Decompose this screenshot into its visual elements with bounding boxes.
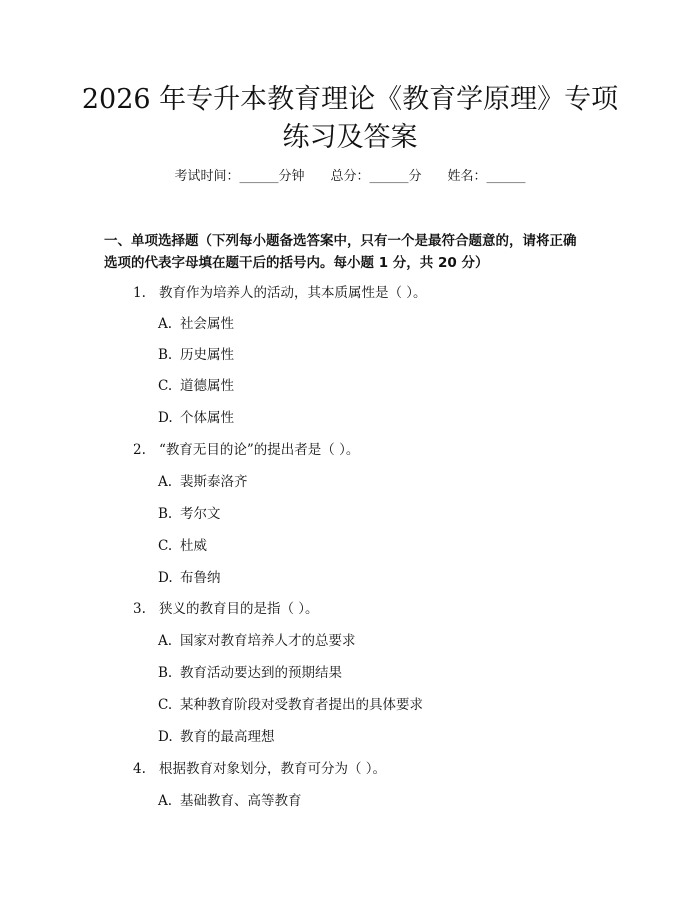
option-text: 教育活动要达到的预期结果 [180, 665, 342, 681]
option-text: 杜威 [180, 538, 207, 554]
option-letter: A. [158, 316, 173, 332]
option-text: 考尔文 [180, 506, 221, 522]
option-letter: B. [158, 347, 173, 363]
option-letter: A. [158, 633, 173, 649]
total-score-blank: ______ [369, 169, 409, 184]
total-score-label: 总分： [330, 169, 370, 184]
question-4 [133, 760, 386, 778]
question-3-option-b [158, 664, 342, 682]
total-score-unit: 分 [408, 169, 422, 184]
option-letter: D. [158, 570, 173, 586]
exam-time-label: 考试时间： [174, 169, 240, 184]
name-blank: ______ [486, 169, 526, 184]
question-3-option-d [158, 728, 275, 746]
page-title-line-2: 练习及答案 [282, 122, 418, 153]
exam-info-line [0, 168, 700, 186]
question-3-option-a [158, 632, 356, 650]
option-letter: A. [158, 474, 173, 490]
question-2-option-c [158, 537, 207, 555]
option-letter: D. [158, 729, 173, 745]
question-1-option-c [158, 377, 234, 395]
section-heading-line-1: 一、单项选择题（下列每小题备选答案中，只有一个是最符合题意的，请将正确 [104, 233, 577, 249]
question-2-option-b [158, 505, 221, 523]
option-letter: B. [158, 665, 173, 681]
option-letter: C. [158, 538, 173, 554]
option-text: 个体属性 [180, 410, 234, 426]
question-2-option-d [158, 569, 221, 587]
question-number: 3. [133, 601, 146, 617]
option-text: 教育的最高理想 [180, 729, 275, 745]
question-stem: 狭义的教育目的是指（ ）。 [159, 601, 319, 617]
question-number: 2. [133, 442, 146, 458]
question-3-option-c [158, 696, 423, 714]
question-number: 4. [133, 761, 146, 777]
option-letter: B. [158, 506, 173, 522]
option-text: 某种教育阶段对受教育者提出的具体要求 [180, 697, 423, 713]
option-text: 道德属性 [180, 378, 234, 394]
option-letter: C. [158, 378, 173, 394]
question-stem: 根据教育对象划分，教育可分为（ ）。 [159, 761, 387, 777]
option-text: 历史属性 [180, 347, 234, 363]
question-1 [133, 284, 427, 302]
name-label: 姓名： [447, 169, 487, 184]
option-text: 社会属性 [180, 316, 234, 332]
page-title-line-1: 2026 年专升本教育理论《教育学原理》专项 [81, 84, 619, 115]
question-1-option-b [158, 346, 234, 364]
option-text: 国家对教育培养人才的总要求 [180, 633, 356, 649]
question-1-option-a [158, 315, 234, 333]
section-heading [104, 230, 604, 274]
question-2-option-a [158, 473, 248, 491]
option-letter: C. [158, 697, 173, 713]
exam-time-blank: ______ [239, 169, 279, 184]
option-text: 布鲁纳 [180, 570, 221, 586]
option-letter: D. [158, 410, 173, 426]
question-2 [133, 441, 359, 459]
section-heading-line-2: 选项的代表字母填在题干后的括号内。每小题 1 分，共 20 分） [104, 255, 489, 271]
option-text: 基础教育、高等教育 [180, 793, 302, 809]
question-4-option-a [158, 792, 302, 810]
question-number: 1. [133, 285, 146, 301]
question-3 [133, 600, 319, 618]
question-stem: 教育作为培养人的活动，其本质属性是（ ）。 [159, 285, 427, 301]
option-text: 裴斯泰洛齐 [180, 474, 248, 490]
question-stem: “教育无目的论”的提出者是（ ）。 [159, 442, 360, 458]
exam-time-unit: 分钟 [278, 169, 305, 184]
question-1-option-d [158, 409, 234, 427]
option-letter: A. [158, 793, 173, 809]
